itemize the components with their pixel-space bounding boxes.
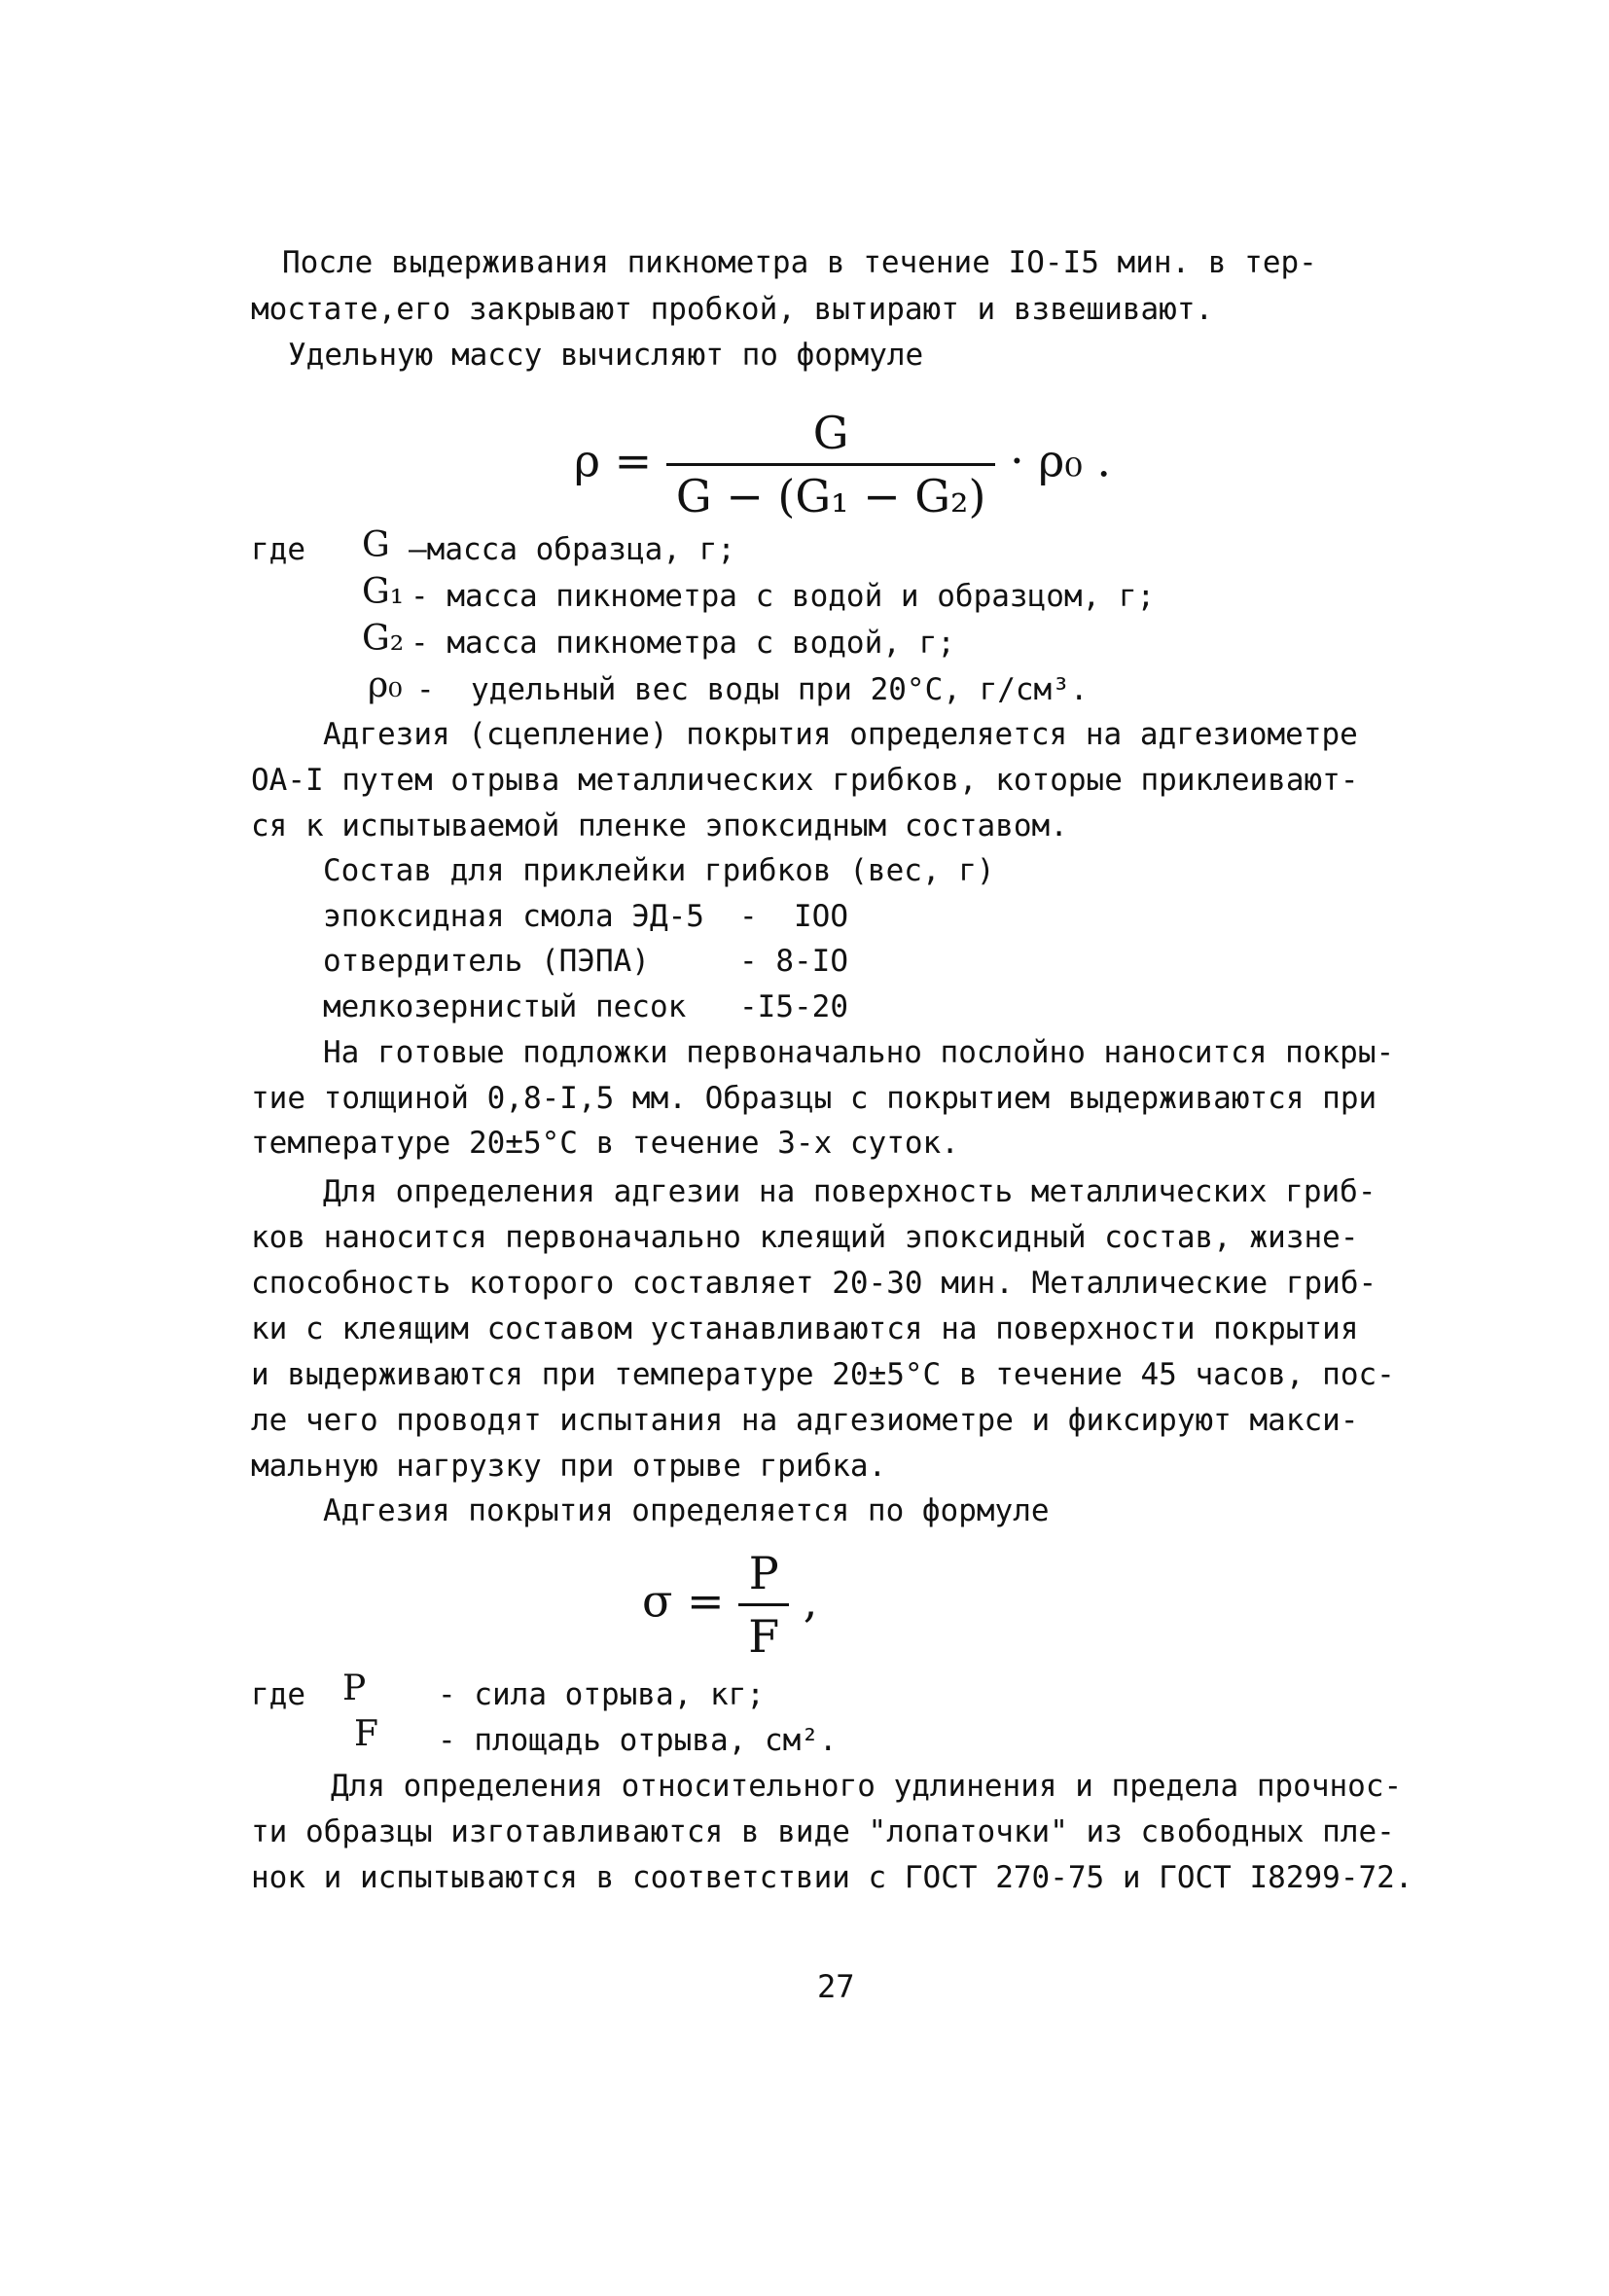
formula2-end: ,	[803, 1574, 818, 1628]
formula2-numerator: P	[738, 1547, 789, 1606]
composition-row-1-name: эпоксидная смола ЭД-5	[323, 899, 704, 934]
substrate-line-2: тие толщиной 0,8-I,5 мм. Образцы с покрытием выдерживаются при	[251, 1081, 1377, 1116]
page-number: 27	[817, 1968, 855, 2005]
where1-text-G1: - масса пикнометра с водой и образцом, г;	[411, 579, 1156, 614]
formula1-end: .	[1096, 434, 1112, 487]
where2-text-F: - площадь отрыва, см².	[438, 1723, 838, 1758]
method-line-1: Для определения адгезии на поверхность металлических гриб-	[323, 1174, 1377, 1209]
composition-row-2-name: отвердитель (ПЭПА)	[323, 944, 650, 979]
method-line-7: мальную нагрузку при отрыве грибка.	[251, 1449, 887, 1484]
composition-row-2-value: - 8-IO	[739, 944, 848, 979]
where1-symbol-G: G	[362, 525, 390, 565]
elongation-line-3: нок и испытываются в соответствии с ГОСТ 270-75 и ГОСТ I8299-72.	[251, 1860, 1413, 1895]
formula2-fraction	[738, 1547, 789, 1663]
where1-symbol-G2: G₂	[362, 619, 405, 659]
intro-line-2: мостате,его закрывают пробкой, вытирают и взвешивают.	[251, 292, 1214, 327]
elongation-line-2: ти образцы изготавливаются в виде "лопаточки" из свободных пле-	[251, 1814, 1395, 1849]
adhesion-formula-intro: Адгезия покрытия определяется по формуле	[323, 1493, 1050, 1528]
composition-row-3-value: -I5-20	[739, 989, 848, 1024]
where1-symbol-rho0: ρ₀	[368, 665, 403, 705]
formula2-denominator: F	[748, 1610, 780, 1663]
where1-symbol-G1: G₁	[362, 572, 405, 612]
elongation-line-1: Для определения относительного удлинения и предела прочнос-	[331, 1769, 1403, 1804]
formula1-fraction	[666, 407, 996, 522]
formula1-lhs: ρ =	[574, 434, 653, 487]
method-line-4: ки с клеящим составом устанавливаются на поверхности покрытия	[251, 1311, 1359, 1346]
intro-line-1: После выдерживания пикнометра в течение IO-I5 мин. в тер-	[282, 245, 1317, 280]
composition-heading: Состав для приклейки грибков (вес, г)	[323, 853, 995, 888]
where1-text-G: –масса образца, г;	[409, 532, 735, 567]
substrate-line-3: температуре 20±5°С в течение 3-х суток.	[251, 1126, 959, 1161]
where2-symbol-F: F	[354, 1714, 378, 1754]
method-line-6: ле чего проводят испытания на адгезиометре и фиксируют макси-	[251, 1403, 1359, 1438]
method-line-5: и выдерживаются при температуре 20±5°С в течение 45 часов, пос-	[251, 1357, 1395, 1392]
composition-row-3-name: мелкозернистый песок	[323, 989, 687, 1024]
specific-mass-formula	[574, 407, 1111, 522]
where1-text-G2: - масса пикнометра с водой, г;	[411, 626, 955, 661]
formula2-lhs: σ =	[642, 1574, 725, 1628]
substrate-line-1: На готовые подложки первоначально послойно наносится покры-	[323, 1035, 1395, 1070]
formula1-factor: · ρ₀	[1010, 434, 1083, 487]
method-line-2: ков наносится первоначально клеящий эпоксидный состав, жизне-	[251, 1220, 1359, 1255]
where2-symbol-P: P	[342, 1668, 367, 1708]
where2-text-P: - сила отрыва, кг;	[438, 1677, 765, 1712]
formula1-numerator: G	[666, 407, 996, 466]
where2-word: где	[251, 1677, 305, 1712]
intro-line-3: Удельную массу вычисляют по формуле	[288, 338, 924, 373]
adhesion-line-1: Адгезия (сцепление) покрытия определяется на адгезиометре	[323, 717, 1358, 752]
composition-row-1-value: - IOO	[739, 899, 848, 934]
adhesion-formula	[642, 1547, 817, 1663]
adhesion-line-2: ОА-I путем отрыва металлических грибков, которые приклеивают-	[251, 763, 1359, 798]
method-line-3: способность которого составляет 20-30 мин. Металлические гриб-	[251, 1266, 1377, 1301]
where1-word: где	[251, 532, 305, 567]
formula1-denominator: G − (G₁ − G₂)	[675, 470, 986, 522]
adhesion-line-3: ся к испытываемой пленке эпоксидным составом.	[251, 808, 1068, 843]
where1-text-rho0: - удельный вес воды при 20°С, г/см³.	[416, 672, 1089, 707]
